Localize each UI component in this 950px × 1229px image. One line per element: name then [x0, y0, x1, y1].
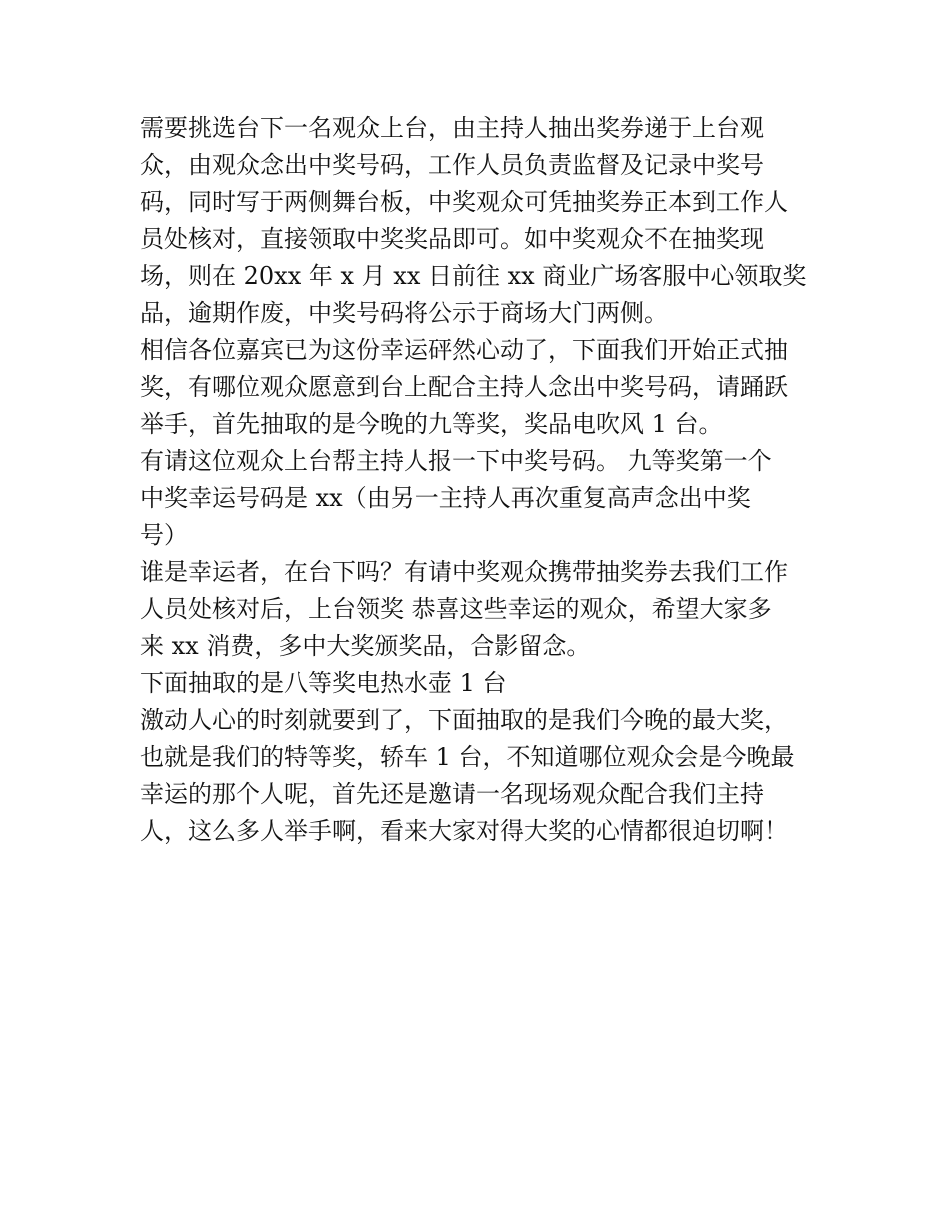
text-line: 众，由观众念出中奖号码，工作人员负责监督及记录中奖号 [140, 151, 764, 179]
text-line: 幸运的那个人呢，首先还是邀请一名现场观众配合我们主持 [140, 780, 764, 808]
text-line: 举手，首先抽取的是今晚的九等奖，奖品电吹风 1 台。 [140, 410, 723, 438]
paragraph-eighth-prize [140, 665, 820, 702]
text-line: 人员处核对后，上台领奖 恭喜这些幸运的观众，希望大家多 [140, 595, 772, 623]
text-line: 员处核对，直接领取中奖奖品即可。如中奖观众不在抽奖现 [140, 225, 764, 253]
text-line: 来 xx 消费，多中大奖颁奖品，合影留念。 [140, 632, 591, 660]
paragraph-ninth-prize-intro [140, 332, 820, 443]
text-line: 号） [140, 521, 188, 549]
paragraph-ninth-prize-number [140, 443, 820, 554]
text-line: 需要挑选台下一名观众上台，由主持人抽出奖券递于上台观 [140, 114, 764, 142]
paragraph-grand-prize [140, 702, 820, 850]
text-line: 码，同时写于两侧舞台板，中奖观众可凭抽奖券正本到工作人 [140, 188, 788, 216]
paragraph-lottery-rules [140, 110, 820, 332]
text-line: 品，逾期作废，中奖号码将公示于商场大门两侧。 [140, 299, 668, 327]
text-line: 中奖幸运号码是 xx（由另一主持人再次重复高声念出中奖 [140, 484, 751, 512]
paragraph-winner-claim [140, 554, 820, 665]
document-body [140, 110, 820, 850]
text-line: 相信各位嘉宾已为这份幸运砰然心动了，下面我们开始正式抽 [140, 336, 788, 364]
text-line: 人，这么多人举手啊，看来大家对得大奖的心情都很迫切啊！ [140, 817, 788, 845]
text-line: 也就是我们的特等奖，轿车 1 台，不知道哪位观众会是今晚最 [140, 743, 795, 771]
text-line: 场，则在 20xx 年 x 月 xx 日前往 xx 商业广场客服中心领取奖 [140, 262, 807, 290]
text-line: 下面抽取的是八等奖电热水壶 1 台 [140, 669, 507, 697]
text-line: 谁是幸运者，在台下吗？有请中奖观众携带抽奖券去我们工作 [140, 558, 788, 586]
text-line: 激动人心的时刻就要到了，下面抽取的是我们今晚的最大奖， [140, 706, 788, 734]
text-line: 有请这位观众上台帮主持人报一下中奖号码。 九等奖第一个 [140, 447, 772, 475]
text-line: 奖，有哪位观众愿意到台上配合主持人念出中奖号码，请踊跃 [140, 373, 788, 401]
